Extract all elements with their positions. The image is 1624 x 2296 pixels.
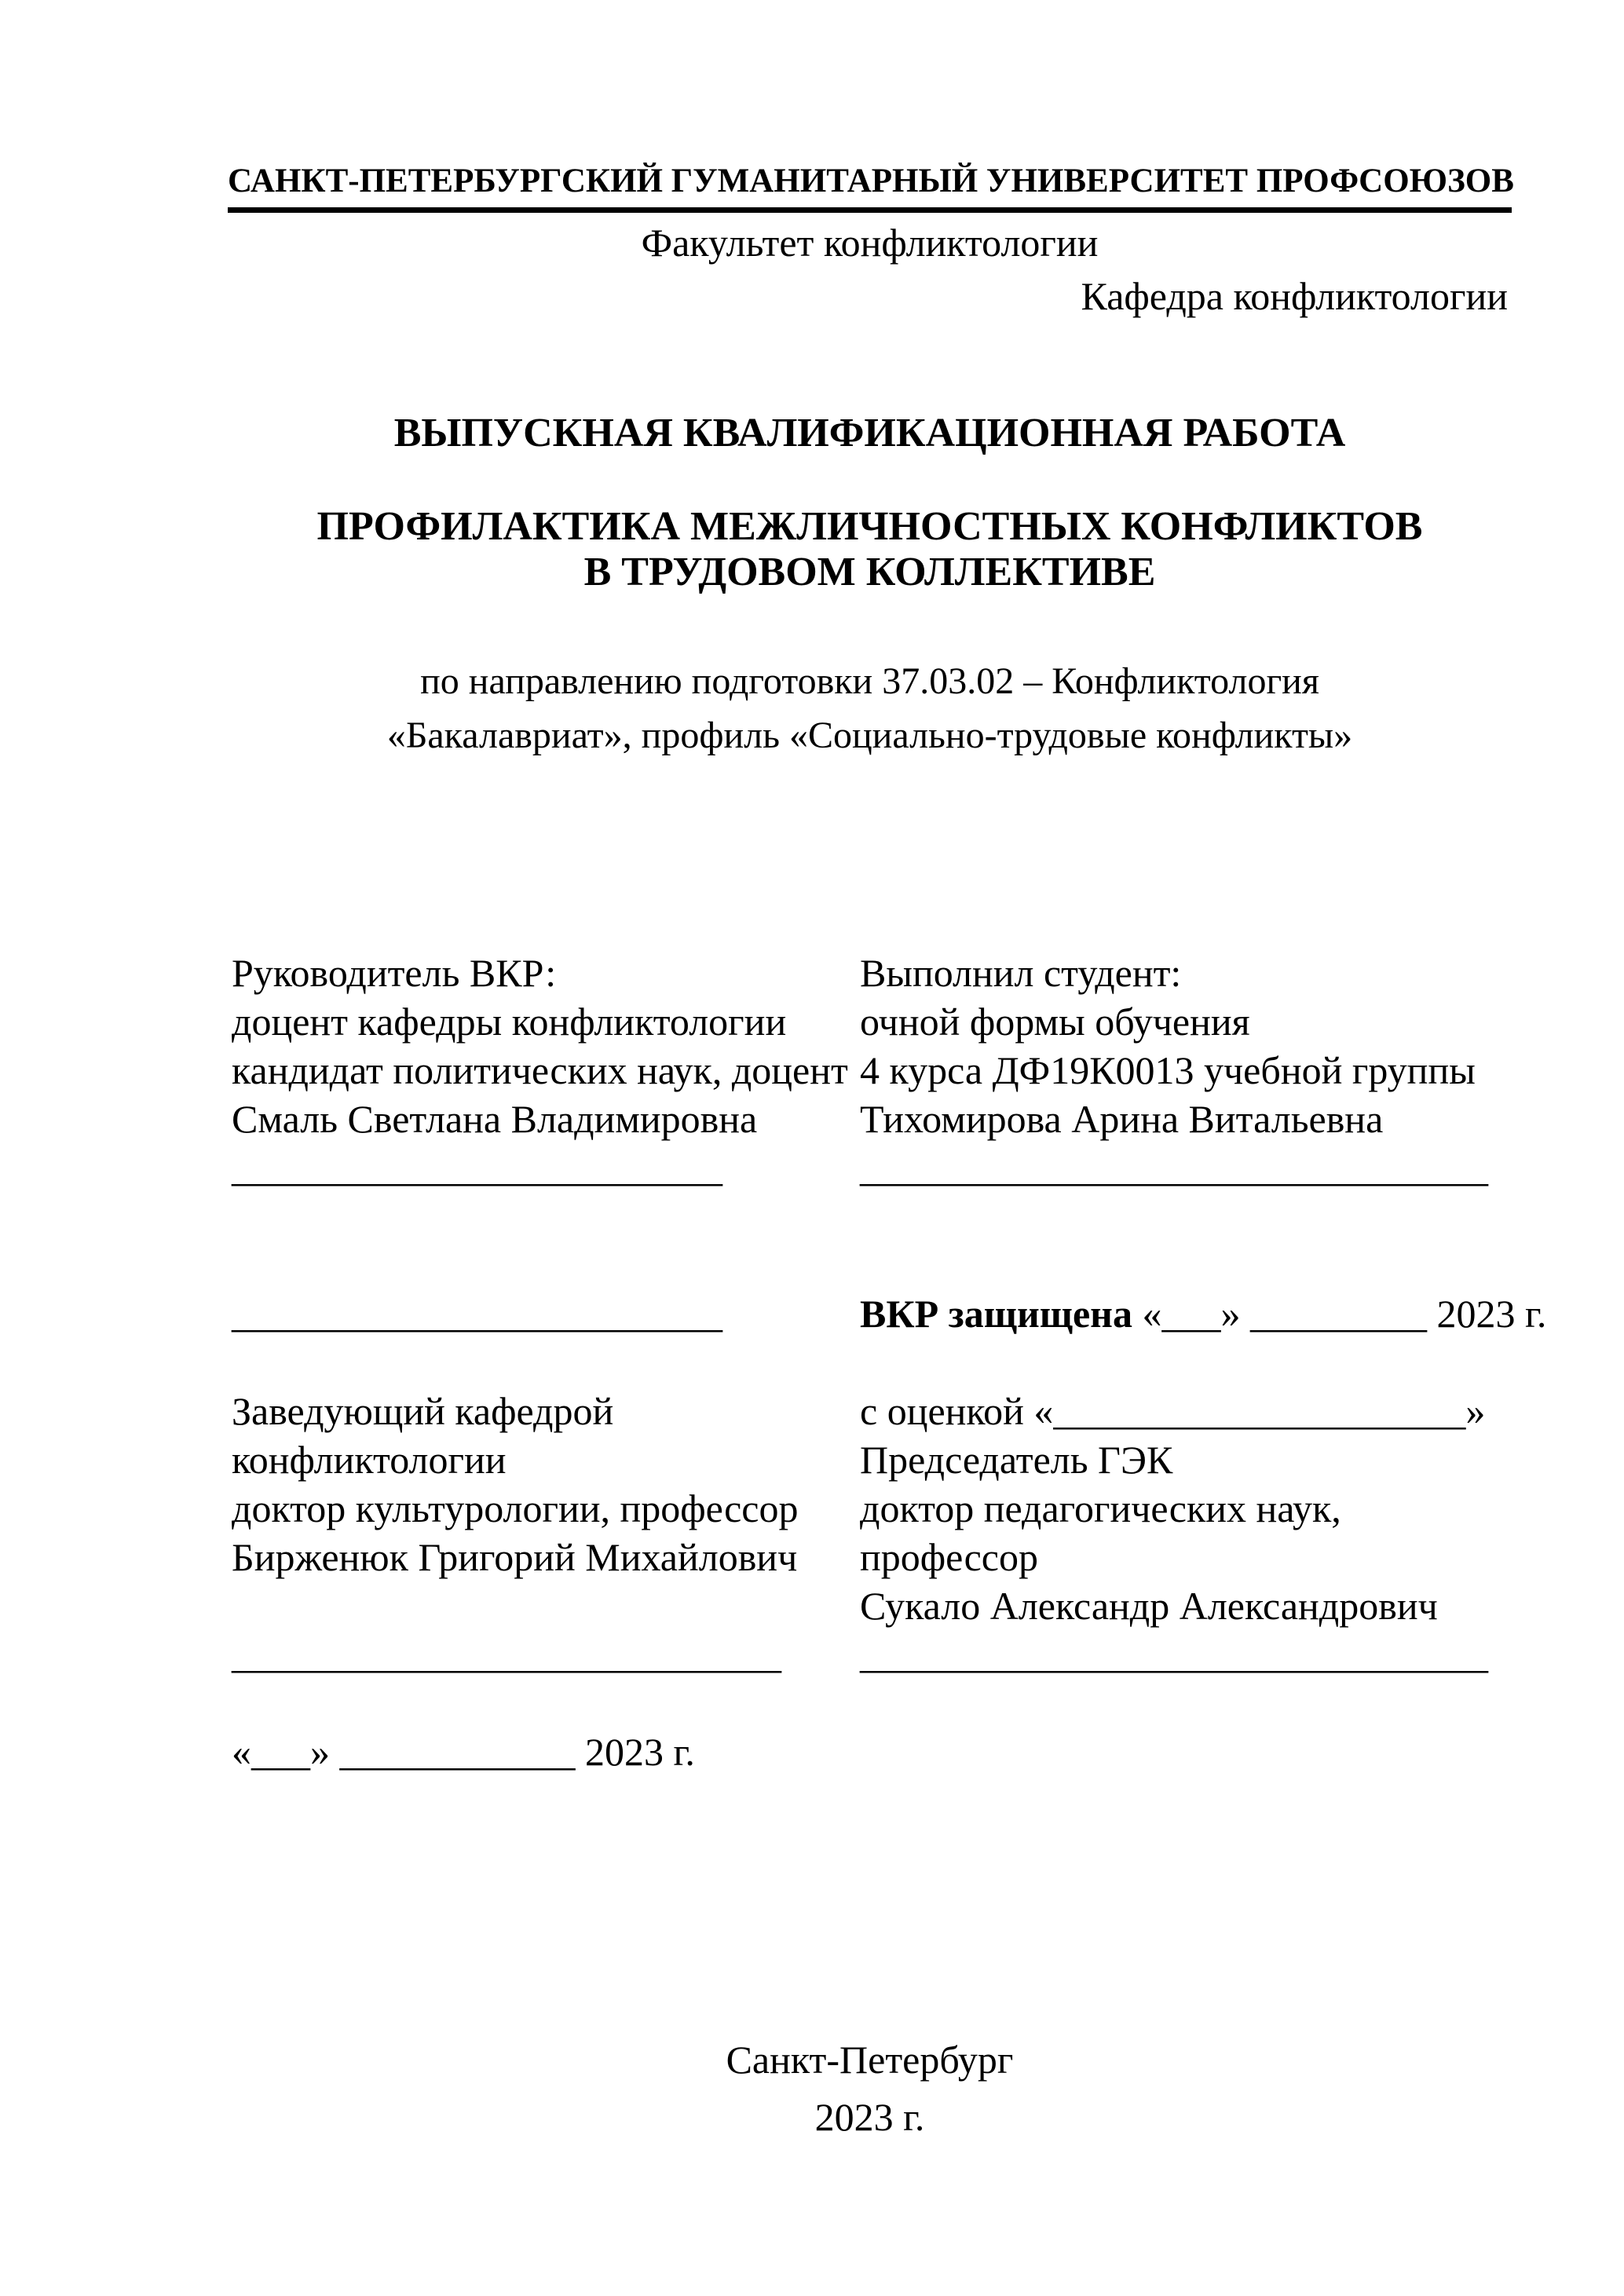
thesis-title-line2: В ТРУДОВОМ КОЛЛЕКТИВЕ <box>583 550 1156 594</box>
grade-line: с оценкой «_____________________» <box>860 1389 1486 1433</box>
head-signature-line: _________________________ <box>232 1292 722 1336</box>
thesis-title-line1: ПРОФИЛАКТИКА МЕЖЛИЧНОСТНЫХ КОНФЛИКТОВ <box>316 504 1423 549</box>
date-line: «___» ____________ 2023 г. <box>232 1730 695 1774</box>
program-profile: «Бакалавриат», профиль «Социально-трудовые конфликты» <box>386 715 1353 756</box>
defended-row <box>860 1289 1547 1338</box>
student-column <box>860 949 1547 1679</box>
department-head-name: Бирженюк Григорий Михайлович <box>232 1535 798 1579</box>
gek-chair-name: Сукало Александр Александрович <box>860 1584 1438 1628</box>
year-line: 2023 г. <box>814 2095 925 2139</box>
spacer-row <box>860 1338 1535 1387</box>
supervisor-label: Руководитель ВКР: <box>232 951 557 995</box>
spacer-row <box>232 1679 860 1727</box>
student-signature-line: ________________________________ <box>860 1146 1488 1190</box>
spacer-row <box>860 1241 1535 1289</box>
faculty-line: Факультет конфликтологии <box>641 221 1099 265</box>
gek-chair-title: профессор <box>860 1535 1038 1579</box>
department-line: Кафедра конфликтологии <box>1081 274 1508 318</box>
spacer-row <box>860 1192 1535 1241</box>
gek-chair-label: Председатель ГЭК <box>860 1438 1173 1482</box>
work-type-heading: ВЫПУСКНАЯ КВАЛИФИКАЦИОННАЯ РАБОТА <box>393 411 1346 455</box>
program-block <box>232 654 1508 762</box>
spacer-row <box>232 1338 860 1387</box>
defended-date-blank: «___» _________ 2023 г. <box>1132 1292 1547 1336</box>
supervisor-name: Смаль Светлана Владимировна <box>232 1097 758 1141</box>
student-group: 4 курса ДФ19К0013 учебной группы <box>860 1048 1476 1092</box>
supervisor-signature-line: _________________________ <box>232 1146 722 1190</box>
student-label: Выполнил студент: <box>860 951 1182 995</box>
supervisor-position: доцент кафедры конфликтологии <box>232 1000 787 1044</box>
supervisor-column <box>232 949 860 1776</box>
student-name: Тихомирова Арина Витальевна <box>860 1097 1384 1141</box>
gek-chair-signature-line: ________________________________ <box>860 1632 1488 1676</box>
department-head-label2: конфликтологии <box>232 1438 507 1482</box>
department-head-signature-line: ____________________________ <box>232 1632 781 1676</box>
defended-label: ВКР защищена <box>860 1292 1132 1336</box>
student-study-form: очной формы обучения <box>860 1000 1250 1044</box>
thesis-title <box>232 504 1508 595</box>
gek-chair-degree: доктор педагогических наук, <box>860 1486 1341 1530</box>
university-name-header: САНКТ-ПЕТЕРБУРГСКИЙ ГУМАНИТАРНЫЙ УНИВЕРСИТЕТ ПРОФСОЮЗОВ <box>228 161 1512 213</box>
city-line: Санкт-Петербург <box>726 2038 1014 2082</box>
city-year-block <box>232 2031 1508 2146</box>
spacer-row <box>232 1241 860 1289</box>
department-head-degree: доктор культурологии, профессор <box>232 1486 799 1530</box>
department-head-label: Заведующий кафедрой <box>232 1389 614 1433</box>
program-direction: по направлению подготовки 37.03.02 – Конфликтология <box>420 660 1319 702</box>
supervisor-degree: кандидат политических наук, доцент <box>232 1048 848 1092</box>
spacer-row <box>232 1192 860 1241</box>
spacer-row <box>232 1581 860 1630</box>
